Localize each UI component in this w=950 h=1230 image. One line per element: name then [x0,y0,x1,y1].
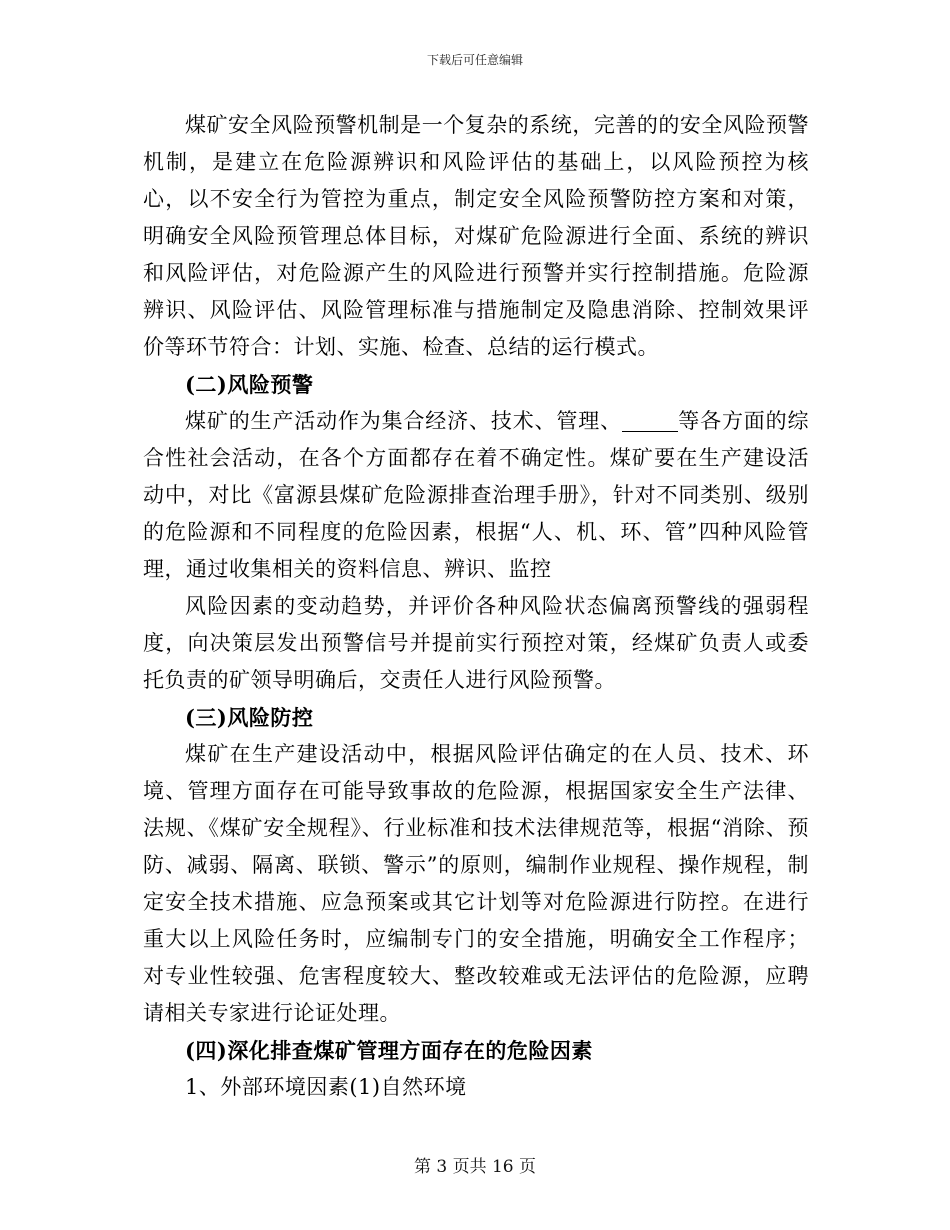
list-item-external-factors: 1、外部环境因素(1)自然环境 [185,1075,467,1099]
paragraph-production-activities [143,403,809,588]
paragraph-text-after-blank: 等各方面的综合性社会活动，在各个方面都存在着不确定性。煤矿要在生产建设活动中，对比《富源县煤矿危险源排查治理手册》，针对不同类别、级别的危险源和不同程度的危险因素，根据“人、机、环、管”四种风险管理，通过收集相关的资料信息、辨识、监控 [143,409,809,581]
section-heading-risk-control: (三)风险防控 [185,705,314,730]
section-heading-risk-warning: (二)风险预警 [185,372,314,397]
section-heading-management-hazards: (四)深化排查煤矿管理方面存在的危险因素 [185,1038,593,1063]
page-number-footer: 第 3 页共 16 页 [413,1157,537,1177]
fill-in-blank [622,409,678,432]
paragraph-text-before-blank: 煤矿的生产活动作为集合经济、技术、管理、 [185,409,622,433]
paragraph-risk-warning-mechanism: 煤矿安全风险预警机制是一个复杂的系统，完善的的安全风险预警机制，是建立在危险源辨识和风险评估的基础上，以风险预控为核心，以不安全行为管控为重点，制定安全风险预警防控方案和对策，明确安全风险预管理总体目标，对煤矿危险源进行全面、系统的辨识和风险评估，对危险源产生的风险进行预警并实行控制措施。危险源辨识、风险评估、风险管理标准与措施制定及隐患消除、控制效果评价等环节符合：计划、实施、检查、总结的运行模式。 [143,113,809,359]
page-header-note: 下载后可任意编辑 [426,53,523,67]
paragraph-risk-control: 煤矿在生产建设活动中，根据风险评估确定的在人员、技术、环境、管理方面存在可能导致事故的危险源，根据国家安全生产法律、法规、《煤矿安全规程》、行业标准和技术法律规范等，根据“消除、预防、减弱、隔离、联锁、警示”的原则，编制作业规程、操作规程，制定安全技术措施、应急预案或其它计划等对危险源进行防控。在进行重大以上风险任务时，应编制专门的安全措施，明确安全工作程序；对专业性较强、危害程度较大、整改较难或无法评估的危险源，应聘请相关专家进行论证处理。 [143,742,809,1025]
paragraph-risk-trend: 风险因素的变动趋势，并评价各种风险状态偏离预警线的强弱程度，向决策层发出预警信号并提前实行预控对策，经煤矿负责人或委托负责的矿领导明确后，交责任人进行风险预警。 [143,594,809,692]
document-body [143,107,809,1106]
